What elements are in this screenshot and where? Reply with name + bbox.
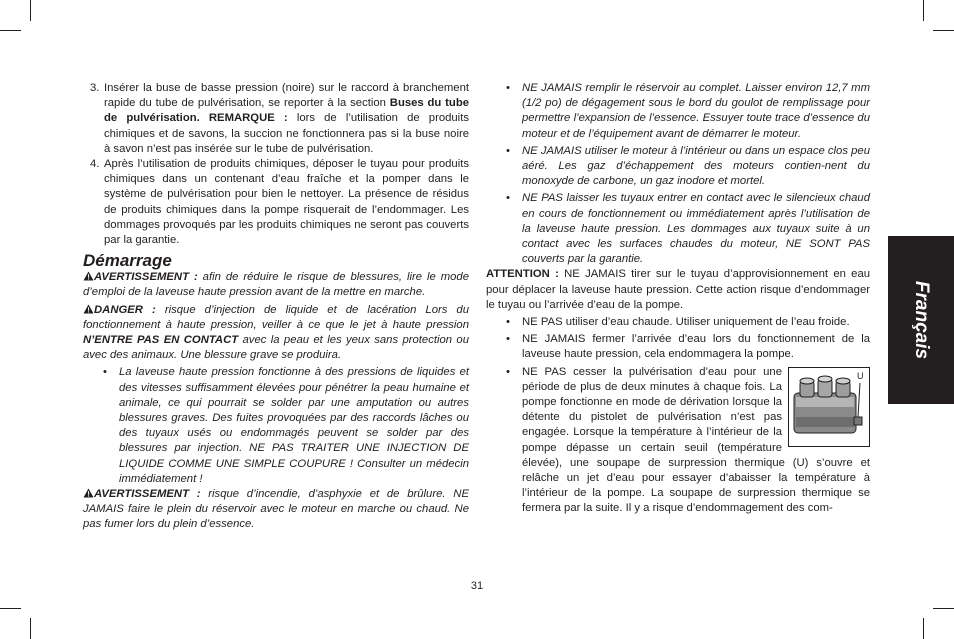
step-bold-text: Buses du tube de pulvérisation. REMARQUE : <box>104 97 470 125</box>
bullet-item <box>486 365 870 517</box>
warning-label: AVERTISSEMENT : <box>94 271 198 284</box>
danger-bold-text: N’ENTRE PAS EN CONTACT <box>83 334 239 347</box>
section-heading: Démarrage <box>83 251 172 271</box>
bullet-text: NE PAS cesser la pulvérisation d’eau pour une période de plus de deux minutes à chaque fois. La pompe fonctionne en mode de dérivation lorsque la détente du pistolet de pulvérisation n’est pas engagée. Lorsque la température à l’intérieur de la pompe dépasse un certain seuil (température élevée), une soupape de surpression thermique (U) s’ouvre et relâche un jet d’eau pour essayer d’abaisser la température à l’intérieur de la pompe. La soupape de surpression thermique se fermera par la suite. Il y a risque d’endommagement des com- <box>522 365 870 515</box>
danger-text: avec la peau et les yeux sans protection ou avec des animaux. Une blessure grave se produira. <box>83 334 469 362</box>
danger-bullet <box>83 365 469 487</box>
bullet-dot: • <box>506 365 510 378</box>
language-tab <box>888 236 954 404</box>
step-number: 3. <box>90 82 100 94</box>
crop-mark <box>30 0 31 21</box>
danger-text: risque d’injection de liquide et de lacération Lors du fonctionnement à haute pression, veiller à ce que le jet à haute pression <box>83 303 470 331</box>
bullet-text: NE JAMAIS fermer l’arrivée d’eau lors du fonctionnement de la laveuse haute pression, cela endommagera la pompe. <box>522 333 870 361</box>
bullet-text: NE JAMAIS utiliser le moteur à l’intérieur ou dans un espace clos peu aéré. Les gaz d’échappement des moteurs contien-nent du monoxyde de carbone, un gaz inodore et mortel. <box>522 144 870 188</box>
crop-mark <box>30 618 31 639</box>
bullet-item <box>486 332 870 362</box>
attention-label: ATTENTION : <box>486 268 559 281</box>
bullet-text: NE PAS laisser les tuyaux entrer en contact avec le silencieux chaud en cours de fonctionnement ou immédiatement après l’utilisation de la laveuse haute pression. Les dommages aux tuyaux suite à un contact avec les surfaces chaudes du moteur, NE SONT PAS couverts par la garantie. <box>522 192 870 266</box>
crop-mark <box>0 30 21 31</box>
warning-triangle-icon <box>83 488 94 498</box>
step-text: lors de l’utilisation de produits chimiques et de savons, la succion ne fonctionnera pas si la buse noire à savon n’est pas insérée sur le tube de pulvérisation. <box>104 112 469 155</box>
crop-mark <box>923 618 924 639</box>
crop-mark <box>923 0 924 21</box>
bullet-dot: • <box>506 82 510 94</box>
crop-mark <box>933 608 954 609</box>
page-number: 31 <box>470 580 484 592</box>
danger-paragraph <box>83 303 469 364</box>
warning-label: AVERTISSEMENT : <box>94 488 201 501</box>
right-column <box>486 81 870 517</box>
step-3 <box>83 81 469 157</box>
step-number: 4. <box>90 158 100 171</box>
bullet-item <box>486 144 870 190</box>
bullet-text: La laveuse haute pression fonctionne à des pressions de liquides et des vitesses suffisamment élevées pour pénétrer la peau humaine et animale, ce qui pourrait se solder par une amputation ou autres blessures graves. Des fuites provoquées par des raccords lâches ou des tuyaux usés ou endommagés peuvent se solder par des blessures par injection. NE PAS TRAITER UNE INJECTION DE LIQUIDE COMME UNE SIMPLE COUPURE ! Consulter un médecin immédiatement ! <box>119 366 469 485</box>
language-tab-label: Français <box>911 280 932 360</box>
pump-figure <box>788 367 870 447</box>
warning-paragraph <box>83 270 469 300</box>
warning-text: risque d’incendie, d’asphyxie et de brûlure. NE JAMAIS faire le plein du réservoir avec le moteur en marche ou chaud. Ne pas fumer lors du plein d’essence. <box>83 488 469 531</box>
step-4 <box>83 157 469 248</box>
pump-illustration-icon <box>788 367 870 447</box>
step-text: Insérer la buse de basse pression (noire) sur le raccord à branchement rapide du tube de pulvérisation, se reporter à la section <box>104 82 469 110</box>
left-column <box>83 81 469 533</box>
attention-paragraph <box>486 267 870 313</box>
bullet-text: NE JAMAIS remplir le réservoir au complet. Laisser environ 12,7 mm (1/2 po) de dégagement sous le bord du goulot de remplissage pour permettre l’expansion de l’essence. Essuyer toute trace d’essence du moteur et de l’équipement avant de démarrer le moteur. <box>522 82 870 140</box>
bullet-dot: • <box>506 333 510 346</box>
bullet-item <box>486 191 870 267</box>
bullet-item <box>486 315 870 330</box>
bullet-text: NE PAS utiliser d’eau chaude. Utiliser uniquement de l’eau froide. <box>522 316 850 329</box>
crop-mark <box>0 608 21 609</box>
warning-triangle-icon <box>83 271 94 281</box>
warning-text: afin de réduire le risque de blessures, lire le mode d’emploi de la laveuse haute pression avant de la mettre en marche. <box>83 271 469 299</box>
step-text: Après l’utilisation de produits chimiques, déposer le tuyau pour produits chimiques dans un contenant d’eau fraîche et la pomper dans le système de pulvérisation pour bien le nettoyer. La présence de résidus de produits chimiques dans la pompe risquerait de l’endommager. Les dommages provoqués par les produits chimiques ne seront pas couverts par la garantie. <box>104 158 469 247</box>
warning-triangle-icon <box>83 304 94 314</box>
bullet-dot: • <box>506 316 510 329</box>
crop-mark <box>933 30 954 31</box>
bullet-dot: • <box>103 366 107 379</box>
figure-label: U <box>857 370 864 381</box>
bullet-item <box>486 81 870 142</box>
attention-text: NE JAMAIS tirer sur le tuyau d’approvisionnement en eau pour déplacer la laveuse haute pression. Cette action risque d’endommager le tuyau ou l’arrivée d’eau de la pompe. <box>486 268 871 311</box>
bullet-dot: • <box>506 144 510 157</box>
danger-label: DANGER : <box>94 303 156 316</box>
bullet-dot: • <box>506 192 510 205</box>
warning-paragraph <box>83 487 469 533</box>
